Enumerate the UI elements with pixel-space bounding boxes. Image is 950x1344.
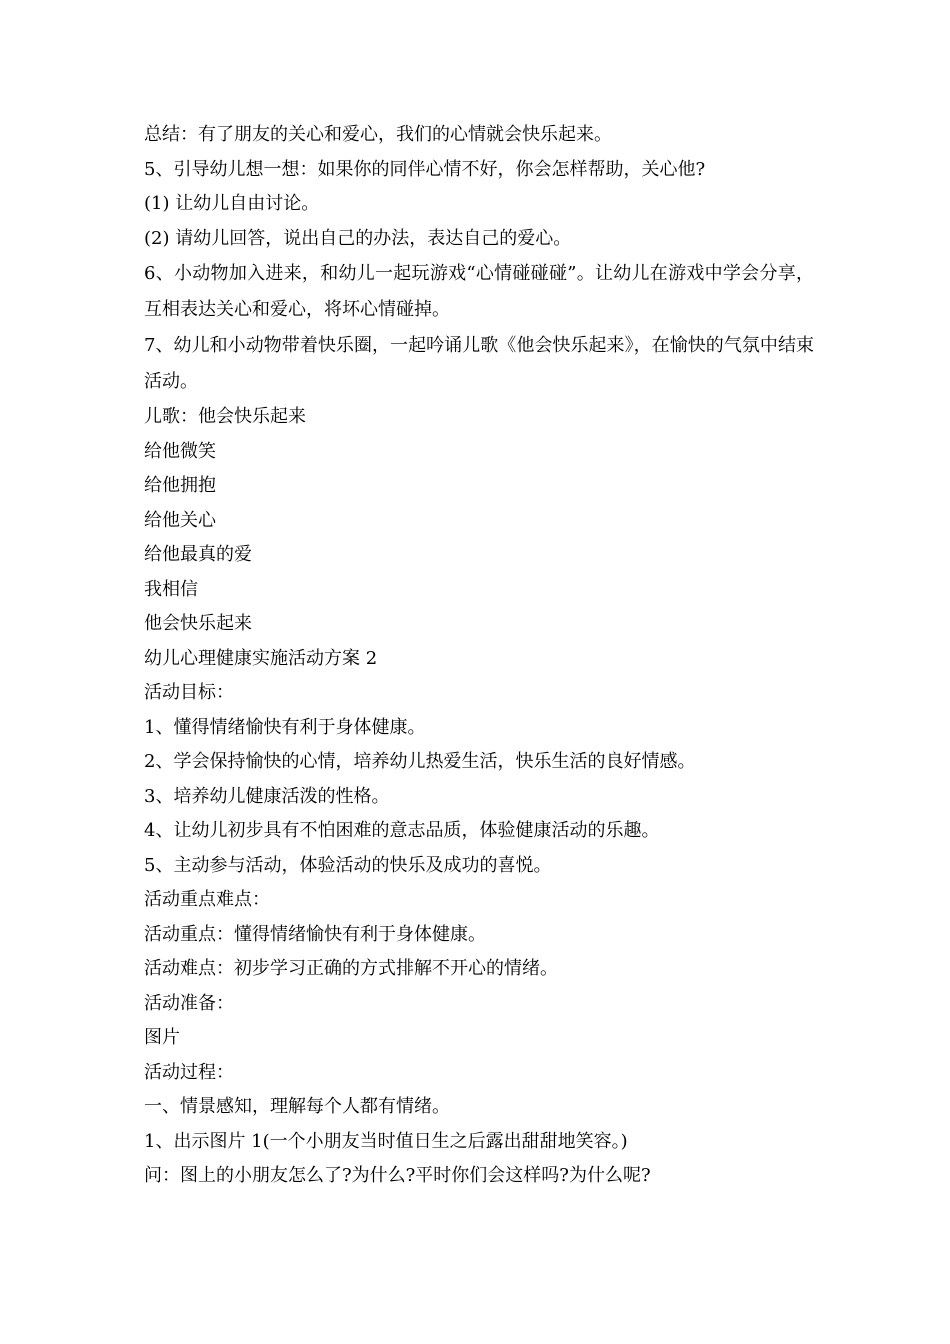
step-5-line: 5、引导幼儿想一想：如果你的同伴心情不好，你会怎样帮助，关心他? [144,158,706,180]
preparation-heading: 活动准备： [144,992,234,1014]
step-7-paragraph: 7、幼儿和小动物带着快乐圈，一起吟诵儿歌《他会快乐起来》，在愉快的气氛中结束活动。 [144,335,814,392]
preparation-item: 图片 [144,1027,180,1048]
song-line: 给他最真的爱 [144,544,252,565]
process-heading: 活动过程： [144,1061,234,1083]
process-step-item: 1、出示图片 1(一个小朋友当时值日生之后露出甜甜地笑容。) [144,1130,628,1152]
goals-heading: 活动目标： [144,682,234,703]
step-6-paragraph: 6、小动物加入进来，和幼儿一起玩游戏“心情碰碰碰”。让幼儿在游戏中学会分享，互相表达关心和爱心，将坏心情碰掉。 [144,263,814,320]
song-title-line: 儿歌：他会快乐起来 [144,406,306,427]
section-title: 幼儿心理健康实施活动方案 2 [144,647,378,669]
song-line: 给他拥抱 [144,475,216,496]
song-line: 他会快乐起来 [144,613,252,634]
process-step-heading: 一、情景感知，理解每个人都有情绪。 [144,1096,450,1117]
song-line: 我相信 [144,578,198,600]
goal-item: 4、让幼儿初步具有不怕困难的意志品质，体验健康活动的乐趣。 [144,820,660,841]
document-body [144,118,814,1194]
song-line: 给他微笑 [144,440,216,462]
goal-item: 1、懂得情绪愉快有利于身体健康。 [144,716,426,738]
difficulty-item: 活动难点：初步学习正确的方式排解不开心的情绪。 [144,958,558,979]
step-5-2-line: (2) 请幼儿回答，说出自己的办法，表达自己的爱心。 [144,227,572,249]
focus-heading: 活动重点难点： [144,889,270,910]
summary-line: 总结：有了朋友的关心和爱心，我们的心情就会快乐起来。 [144,124,612,145]
goal-item: 2、学会保持愉快的心情，培养幼儿热爱生活，快乐生活的良好情感。 [144,751,696,772]
question-line: 问：图上的小朋友怎么了?为什么?平时你们会这样吗?为什么呢? [144,1165,651,1186]
song-line: 给他关心 [144,509,216,531]
goal-item: 3、培养幼儿健康活泼的性格。 [144,785,390,807]
goal-item: 5、主动参与活动，体验活动的快乐及成功的喜悦。 [144,854,552,876]
focus-item: 活动重点：懂得情绪愉快有利于身体健康。 [144,923,486,945]
step-5-1-line: (1) 让幼儿自由讨论。 [144,193,320,214]
